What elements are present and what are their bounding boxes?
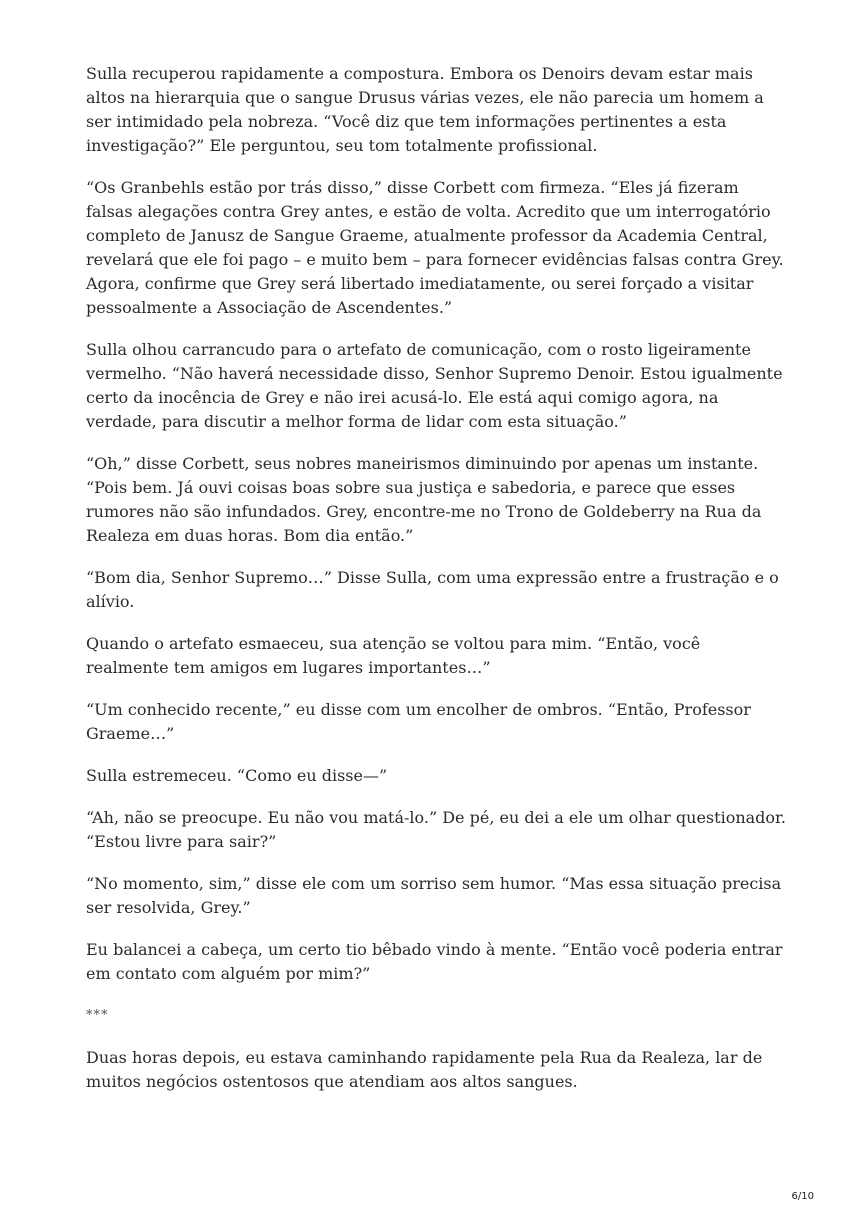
paragraph: Sulla estremeceu. “Como eu disse—” xyxy=(86,766,388,785)
paragraph: “Os Granbehls estão por trás disso,” disse Corbett com firmeza. “Eles já fizeram falsas alegações contra Grey antes, e estão de volta. Acredito que um interrogatório completo de Janusz de Sangue Graeme, atualmente professor da Academia Central, revelará que ele foi pago – e muito bem – para fornecer evidências falsas contra Grey. Agora, confirme que Grey será libertado imediatamente, ou serei forçado a visitar pessoalmente a Associação de Ascendentes.” xyxy=(86,178,784,317)
paragraph: “Bom dia, Senhor Supremo…” Disse Sulla, com uma expressão entre a frustração e o alívio. xyxy=(86,568,779,611)
paragraph: Eu balancei a cabeça, um certo tio bêbado vindo à mente. “Então você poderia entrar em contato com alguém por mim?” xyxy=(86,940,783,983)
paragraph: “Um conhecido recente,” eu disse com um encolher de ombros. “Então, Professor Graeme…” xyxy=(86,700,751,743)
paragraph: “Ah, não se preocupe. Eu não vou matá-lo.” De pé, eu dei a ele um olhar questionador. “Estou livre para sair?” xyxy=(86,808,787,851)
body-text xyxy=(86,62,786,1112)
paragraph: Quando o artefato esmaeceu, sua atenção se voltou para mim. “Então, você realmente tem amigos em lugares importantes…” xyxy=(86,634,701,677)
page-number: 6/10 xyxy=(791,1191,814,1202)
paragraph: “Oh,” disse Corbett, seus nobres maneirismos diminuindo por apenas um instante. “Pois bem. Já ouvi coisas boas sobre sua justiça e sabedoria, e parece que esses rumores não são infundados. Grey, encontre-me no Trono de Goldeberry na Rua da Realeza em duas horas. Bom dia então.” xyxy=(86,454,762,545)
paragraph: Duas horas depois, eu estava caminhando rapidamente pela Rua da Realeza, lar de muitos negócios ostentosos que atendiam aos altos sangues. xyxy=(86,1048,763,1091)
paragraph: “No momento, sim,” disse ele com um sorriso sem humor. “Mas essa situação precisa ser resolvida, Grey.” xyxy=(86,874,782,917)
paragraph: Sulla recuperou rapidamente a compostura. Embora os Denoirs devam estar mais altos na hierarquia que o sangue Drusus várias vezes, ele não parecia um homem a ser intimidado pela nobreza. “Você diz que tem informações pertinentes a esta investigação?” Ele perguntou, seu tom totalmente profissional. xyxy=(86,64,764,155)
scene-separator: *** xyxy=(86,1008,109,1023)
paragraph: Sulla olhou carrancudo para o artefato de comunicação, com o rosto ligeiramente vermelho. “Não haverá necessidade disso, Senhor Supremo Denoir. Estou igualmente certo da inocência de Grey e não irei acusá-lo. Ele está aqui comigo agora, na verdade, para discutir a melhor forma de lidar com esta situação.” xyxy=(86,340,783,431)
